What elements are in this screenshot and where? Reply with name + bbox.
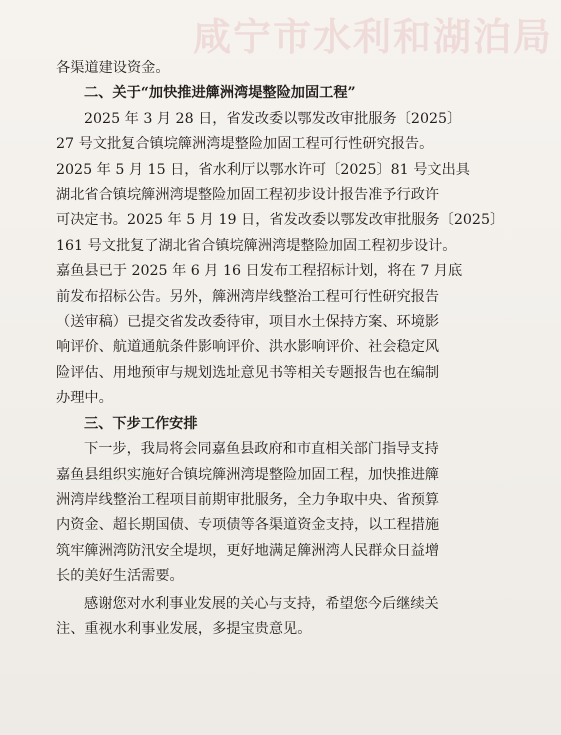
text-line: 筑牢簰洲湾防汛安全堤坝，更好地满足簰洲湾人民群众日益增: [56, 542, 440, 559]
text-line: 洲湾岸线整治工程项目前期审批服务，全力争取中央、省预算: [56, 491, 440, 508]
watermark-header: 咸宁市水利和湖泊局: [192, 14, 553, 59]
text-line: （送审稿）已提交省发改委待审，项目水土保持方案、环境影: [56, 314, 440, 331]
text-line: 湖北省合镇垸簰洲湾堤整险加固工程初步设计报告准予行政许: [56, 187, 440, 204]
text-line: 内资金、超长期国债、专项债等各渠道资金支持，以工程措施: [56, 517, 440, 534]
text-line: 嘉鱼县已于 2025 年 6 月 16 日发布工程招标计划，将在 7 月底: [56, 263, 463, 280]
text-line: 长的美好生活需要。: [56, 568, 184, 585]
section-heading-2: 二、关于“加快推进簰洲湾堤整险加固工程”: [84, 85, 356, 102]
text-line: 161 号文批复了湖北省合镇垸簰洲湾堤整险加固工程初步设计。: [56, 237, 457, 254]
text-line: 2025 年 5 月 15 日，省水利厅以鄂水许可〔2025〕81 号文出具: [56, 161, 470, 178]
text-line: 嘉鱼县组织实施好合镇垸簰洲湾堤整险加固工程，加快推进簰: [56, 466, 440, 483]
text-line: 注、重视水利事业发展，多提宝贵意见。: [56, 620, 312, 637]
text-line: 27 号文批复合镇垸簰洲湾堤整险加固工程可行性研究报告。: [56, 136, 434, 153]
text-line: 险评估、用地预审与规划选址意见书等相关专题报告也在编制: [56, 364, 440, 381]
text-line: 前发布招标公告。另外，簰洲湾岸线整治工程可行性研究报告: [56, 288, 440, 305]
text-line: 下一步，我局将会同嘉鱼县政府和市直相关部门指导支持: [84, 441, 439, 458]
text-line: 办理中。: [56, 390, 113, 407]
text-line: 可决定书。2025 年 5 月 19 日，省发改委以鄂发改审批服务〔2025〕: [56, 212, 505, 229]
text-line: 感谢您对水利事业发展的关心与支持，希望您今后继续关: [84, 595, 439, 612]
section-heading-3: 三、下步工作安排: [84, 415, 198, 432]
document-body: [56, 56, 518, 642]
text-line: 2025 年 3 月 28 日，省发改委以鄂发改审批服务〔2025〕: [84, 110, 462, 127]
text-line: 响评价、航道通航条件影响评价、洪水影响评价、社会稳定风: [56, 339, 440, 356]
text-line: 各渠道建设资金。: [56, 60, 170, 76]
